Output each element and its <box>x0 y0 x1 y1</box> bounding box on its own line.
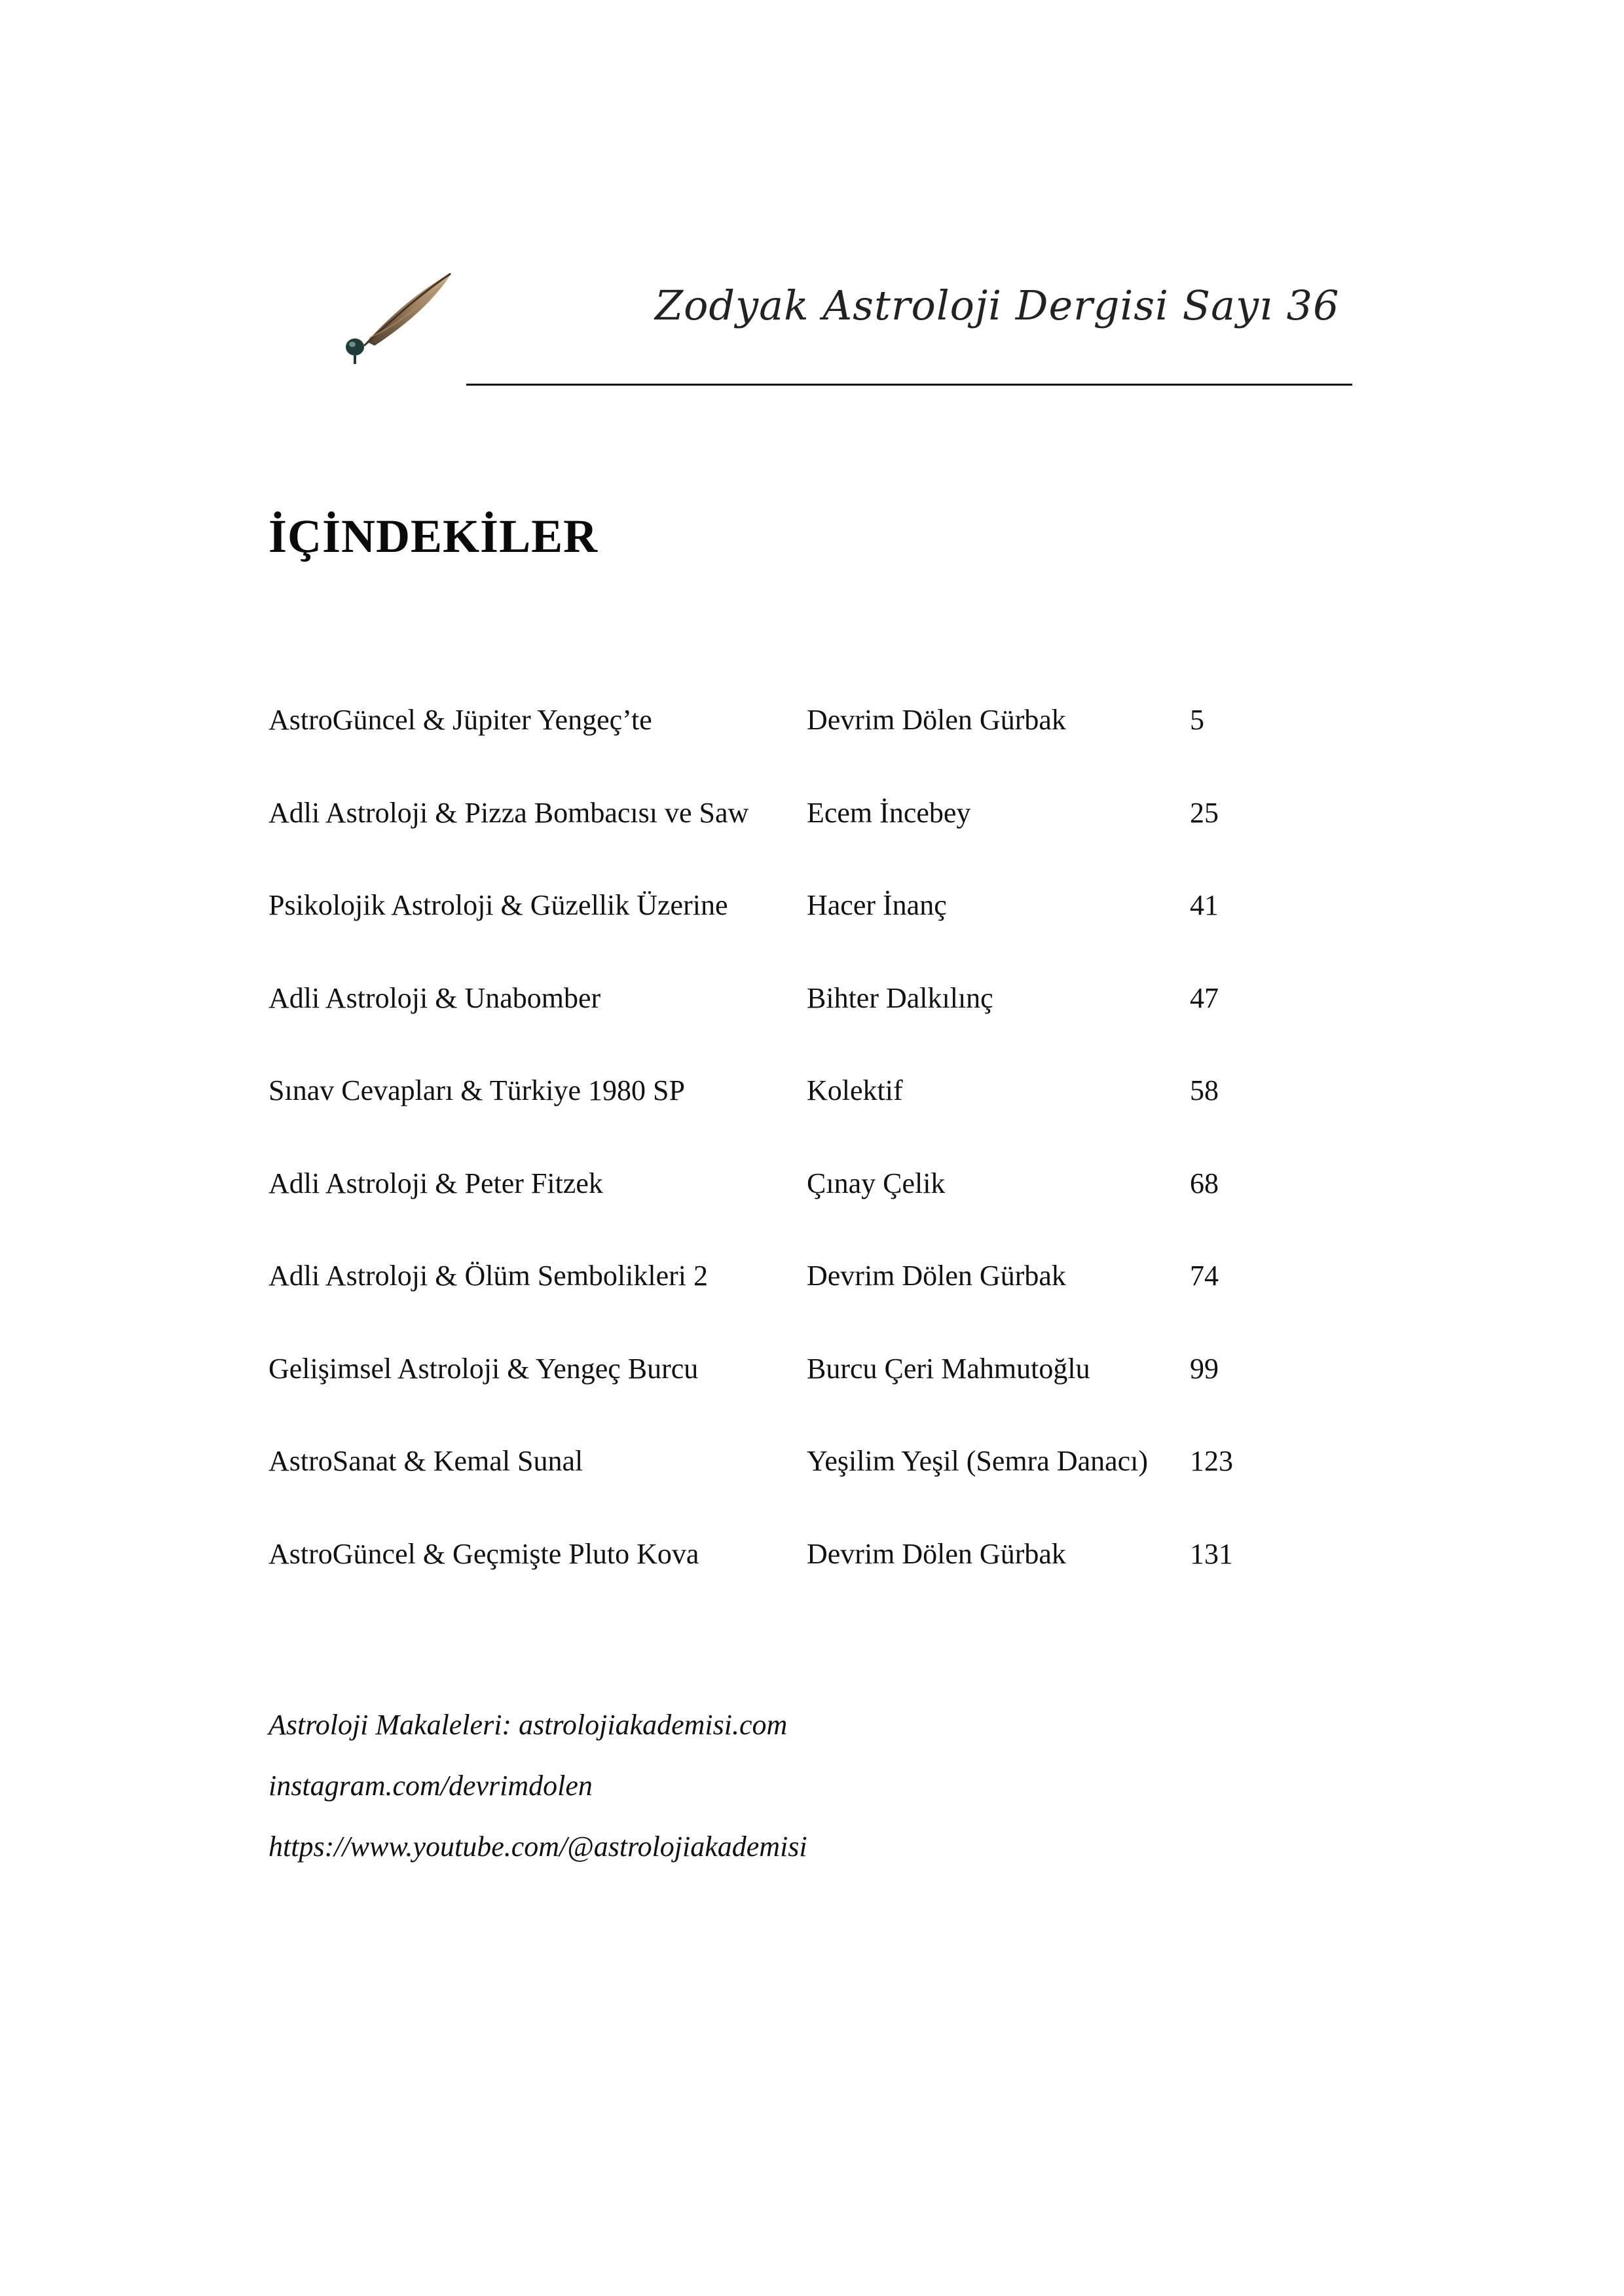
page-title: İÇİNDEKİLER <box>268 510 599 562</box>
toc-row <box>268 1435 1382 1528</box>
toc-row <box>268 972 1382 1065</box>
toc-row <box>268 879 1382 972</box>
toc-page-number: 123 <box>1190 1445 1233 1477</box>
toc-row <box>268 1157 1382 1250</box>
toc-author: Çınay Çelik <box>807 1167 946 1199</box>
quill-feather-icon <box>341 268 455 367</box>
magazine-title: Zodyak Astroloji Dergisi Sayı 36 <box>655 282 1340 329</box>
toc-article-title: AstroSanat & Kemal Sunal <box>268 1445 583 1477</box>
toc-page-number: 99 <box>1190 1352 1219 1385</box>
toc-row <box>268 694 1382 787</box>
toc-row <box>268 1065 1382 1157</box>
toc-author: Devrim Dölen Gürbak <box>807 1260 1066 1292</box>
toc-article-title: Adli Astroloji & Pizza Bombacısı ve Saw <box>268 796 749 829</box>
toc-author: Yeşilim Yeşil (Semra Danacı) <box>807 1445 1149 1477</box>
toc-row <box>268 1343 1382 1436</box>
toc-page-number: 25 <box>1190 796 1219 829</box>
toc-author: Kolektif <box>807 1074 903 1106</box>
toc-row <box>268 787 1382 880</box>
toc-author: Bihter Dalkılınç <box>807 981 993 1014</box>
youtube-link[interactable]: https://www.youtube.com/@astrolojiakademisi <box>268 1831 807 1863</box>
header-divider <box>466 384 1352 386</box>
toc-article-title: Adli Astroloji & Peter Fitzek <box>268 1167 603 1199</box>
toc-author: Devrim Dölen Gürbak <box>807 1537 1066 1570</box>
toc-row <box>268 1528 1382 1621</box>
toc-article-title: Gelişimsel Astroloji & Yengeç Burcu <box>268 1352 699 1385</box>
toc-page-number: 5 <box>1190 704 1204 736</box>
toc-page-number: 131 <box>1190 1537 1233 1570</box>
website-link[interactable]: Astroloji Makaleleri: astrolojiakademisi.com <box>268 1709 788 1741</box>
toc-row <box>268 1250 1382 1343</box>
toc-page-number: 68 <box>1190 1167 1219 1199</box>
toc-author: Burcu Çeri Mahmutoğlu <box>807 1352 1090 1385</box>
toc-page-number: 74 <box>1190 1260 1219 1292</box>
toc-page-number: 41 <box>1190 889 1219 921</box>
toc-article-title: Psikolojik Astroloji & Güzellik Üzerine <box>268 889 728 921</box>
toc-author: Ecem İncebey <box>807 796 971 829</box>
toc-author: Hacer İnanç <box>807 889 947 921</box>
reference-links <box>268 1699 807 1882</box>
toc-article-title: AstroGüncel & Jüpiter Yengeç’te <box>268 704 652 736</box>
table-of-contents <box>268 694 1382 1620</box>
toc-article-title: Adli Astroloji & Unabomber <box>268 981 601 1014</box>
toc-author: Devrim Dölen Gürbak <box>807 704 1066 736</box>
toc-article-title: AstroGüncel & Geçmişte Pluto Kova <box>268 1537 699 1570</box>
toc-article-title: Adli Astroloji & Ölüm Sembolikleri 2 <box>268 1260 708 1292</box>
toc-page-number: 47 <box>1190 981 1219 1014</box>
toc-article-title: Sınav Cevapları & Türkiye 1980 SP <box>268 1074 685 1106</box>
toc-page-number: 58 <box>1190 1074 1219 1106</box>
instagram-link[interactable]: instagram.com/devrimdolen <box>268 1770 593 1802</box>
